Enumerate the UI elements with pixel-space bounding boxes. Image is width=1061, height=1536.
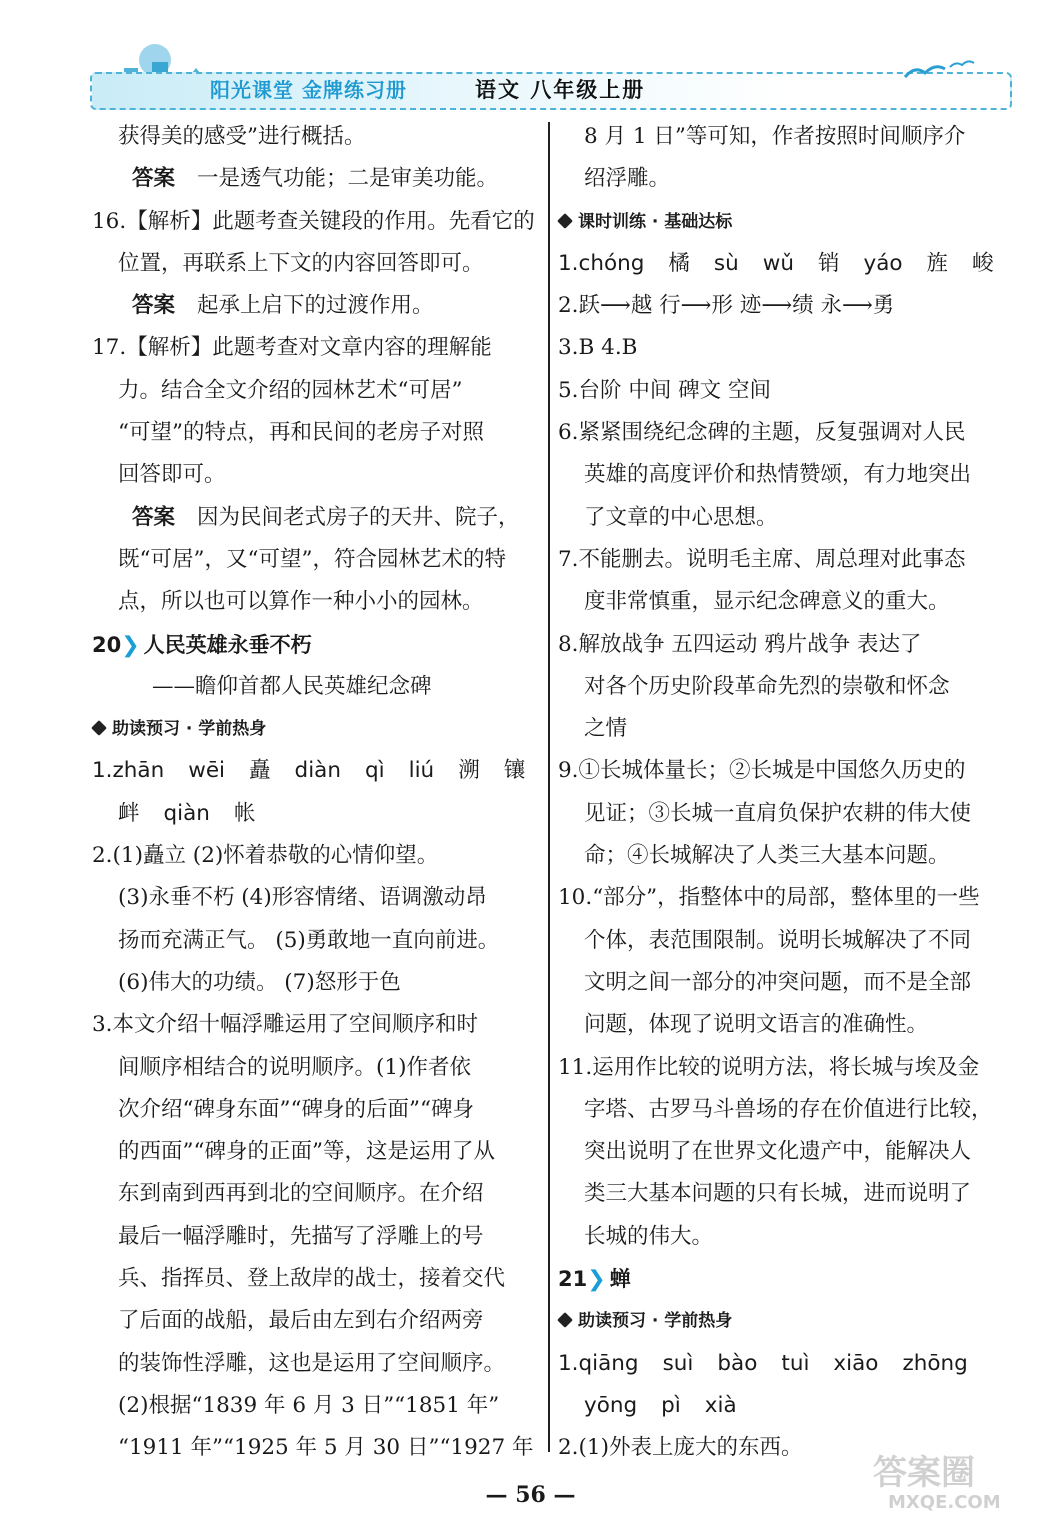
chapter-heading [558, 1258, 1013, 1300]
watermark-logo [868, 1444, 1043, 1514]
text-line: 突出说明了在世界文化遗产中，能解决人 [584, 1139, 972, 1165]
text-line: “1911 年”“1925 年 5 月 30 日”“1927 年 [118, 1435, 534, 1461]
chevron-right-icon: ❯ [121, 632, 140, 658]
text-line: 兵、指挥员、登上敌岸的战士，接着交代 [118, 1266, 506, 1292]
text-line: 11.运用作比较的说明方法，将长城与埃及金 [558, 1054, 980, 1080]
text-line: 了后面的战船，最后由左到右介绍两旁 [118, 1308, 484, 1334]
diamond-icon [557, 1312, 573, 1328]
watermark-site: MXQE.COM [888, 1492, 1001, 1513]
section-heading: 课时训练 · 基础达标 [558, 201, 1013, 243]
text-line: 2.(1)外表上庞大的东西。 [558, 1435, 803, 1461]
text-line: 7.不能删去。说明毛主席、周总理对此事态 [558, 546, 966, 572]
chevron-right-icon: ❯ [587, 1267, 606, 1293]
answer-line: 答案 因为民间老式房子的天井、院子， [132, 504, 520, 530]
text-line: “可望”的特点，再和民间的老房子对照 [118, 420, 484, 446]
answer-label: 答案 [132, 166, 176, 192]
answer-line: 答案 一是透气功能；二是审美功能。 [132, 166, 499, 192]
text-line: 16.【解析】此题考查关键段的作用。先看它的 [92, 208, 535, 234]
section-heading: 助读预习 · 学前热身 [558, 1300, 1013, 1342]
pinyin-line: 衅 qiàn 帐 [118, 800, 256, 826]
watermark-text: 答案圈 [873, 1453, 975, 1493]
text-line: 文明之间一部分的冲突问题，而不是全部 [584, 969, 972, 995]
pinyin-line: yōng pì xià [584, 1392, 737, 1418]
text-line: 力。结合全文介绍的园林艺术“可居” [118, 377, 463, 403]
text-line: 位置，再联系上下文的内容回答即可。 [118, 250, 484, 276]
text-line: 回答即可。 [118, 462, 226, 488]
text-line: 9.①长城体量长；②长城是中国悠久历史的 [558, 758, 966, 784]
text-line: 绍浮雕。 [584, 166, 671, 192]
page-number: — 56 — [485, 1482, 576, 1508]
text-line: 的装饰性浮雕，这也是运用了空间顺序。 [118, 1350, 506, 1376]
left-column [92, 116, 542, 1470]
chapter-number: 21 [558, 1267, 588, 1292]
text-line: 17.【解析】此题考查对文章内容的理解能 [92, 335, 492, 361]
answer-line: 答案 起承上启下的过渡作用。 [132, 293, 434, 319]
chapter-heading [92, 624, 542, 666]
column-divider [548, 122, 550, 1452]
text-line: 5.台阶 中间 碑文 空间 [558, 377, 772, 403]
text-line: 对各个历史阶段革命先烈的崇敬和怀念 [584, 673, 950, 699]
birds-icon [900, 55, 980, 85]
text-line: 问题，体现了说明文语言的准确性。 [584, 1012, 929, 1038]
chapter-number: 20 [92, 632, 122, 657]
text-line: 扬而充满正气。 (5)勇敢地一直向前进。 [118, 927, 500, 953]
text-line: 3.本文介绍十幅浮雕运用了空间顺序和时 [92, 1012, 479, 1038]
answer-label: 答案 [132, 293, 176, 319]
text-line: 度非常慎重，显示纪念碑意义的重大。 [584, 589, 950, 615]
chapter-subtitle: ——瞻仰首都人民英雄纪念碑 [152, 673, 432, 699]
text-line: 类三大基本问题的只有长城，进而说明了 [584, 1181, 972, 1207]
text-line: 10.“部分”，指整体中的局部，整体里的一些 [558, 885, 980, 911]
answer-label: 答案 [132, 504, 176, 530]
text-line: 既“可居”，又“可望”，符合园林艺术的特 [118, 546, 506, 572]
section-heading: 助读预习 · 学前热身 [92, 708, 542, 750]
text-line: 最后一幅浮雕时，先描写了浮雕上的号 [118, 1223, 484, 1249]
text-line: 之情 [584, 716, 628, 742]
text-line: 获得美的感受”进行概括。 [118, 124, 366, 149]
pinyin-line: 1.zhān wēi 矗 diàn qì liú 溯 镶 [92, 758, 526, 784]
pinyin-line: 1.chóng 橘 sù wǔ 销 yáo 旌 峻 [558, 250, 994, 276]
text-line: 间顺序相结合的说明顺序。(1)作者依 [118, 1054, 471, 1080]
page-header [0, 0, 1061, 120]
text-line: 东到南到西再到北的空间顺序。在介绍 [118, 1181, 484, 1207]
pinyin-line: 1.qiāng suì bào tuì xiāo zhōng [558, 1350, 968, 1376]
right-column [558, 116, 1013, 1470]
text-line: 个体，表范围限制。说明长城解决了不同 [584, 927, 972, 953]
diamond-icon [557, 213, 573, 229]
brand-title: 阳光课堂 金牌练习册 [210, 78, 407, 102]
text-line: 长城的伟大。 [584, 1223, 714, 1249]
text-line: (6)伟大的功绩。 (7)怒形于色 [118, 969, 401, 995]
text-line: 8.解放战争 五四运动 鸦片战争 表达了 [558, 631, 922, 657]
text-line: 见证；③长城一直肩负保护农耕的伟大使 [584, 800, 972, 826]
text-line: 了文章的中心思想。 [584, 504, 778, 530]
text-line: 6.紧紧围绕纪念碑的主题，反复强调对人民 [558, 420, 966, 446]
text-line: 英雄的高度评价和热情赞颂，有力地突出 [584, 462, 972, 488]
text-line: (2)根据“1839 年 6 月 3 日”“1851 年” [118, 1392, 500, 1418]
text-line: (3)永垂不朽 (4)形容情绪、语调激动昂 [118, 885, 487, 911]
text-line: 8 月 1 日”等可知，作者按照时间顺序介 [584, 124, 966, 149]
text-line: 字塔、古罗马斗兽场的存在价值进行比较， [584, 1096, 993, 1122]
text-line: 点，所以也可以算作一种小小的园林。 [118, 589, 484, 615]
text-line: 次介绍“碑身东面”“碑身的后面”“碑身 [118, 1096, 474, 1122]
subject-title: 语文 八年级上册 [475, 78, 646, 102]
chapter-title: 人民英雄永垂不朽 [143, 632, 312, 657]
text-line: 2.跃⟶越 行⟶形 迹⟶绩 永⟶勇 [558, 293, 895, 319]
text-line: 的西面”“碑身的正面”等，这是运用了从 [118, 1139, 495, 1165]
text-line: 3.B 4.B [558, 335, 638, 361]
text-line: 命；④长城解决了人类三大基本问题。 [584, 843, 950, 869]
chapter-title: 蝉 [609, 1267, 631, 1292]
text-line: 2.(1)矗立 (2)怀着恭敬的心情仰望。 [92, 843, 439, 869]
diamond-icon [91, 720, 107, 736]
